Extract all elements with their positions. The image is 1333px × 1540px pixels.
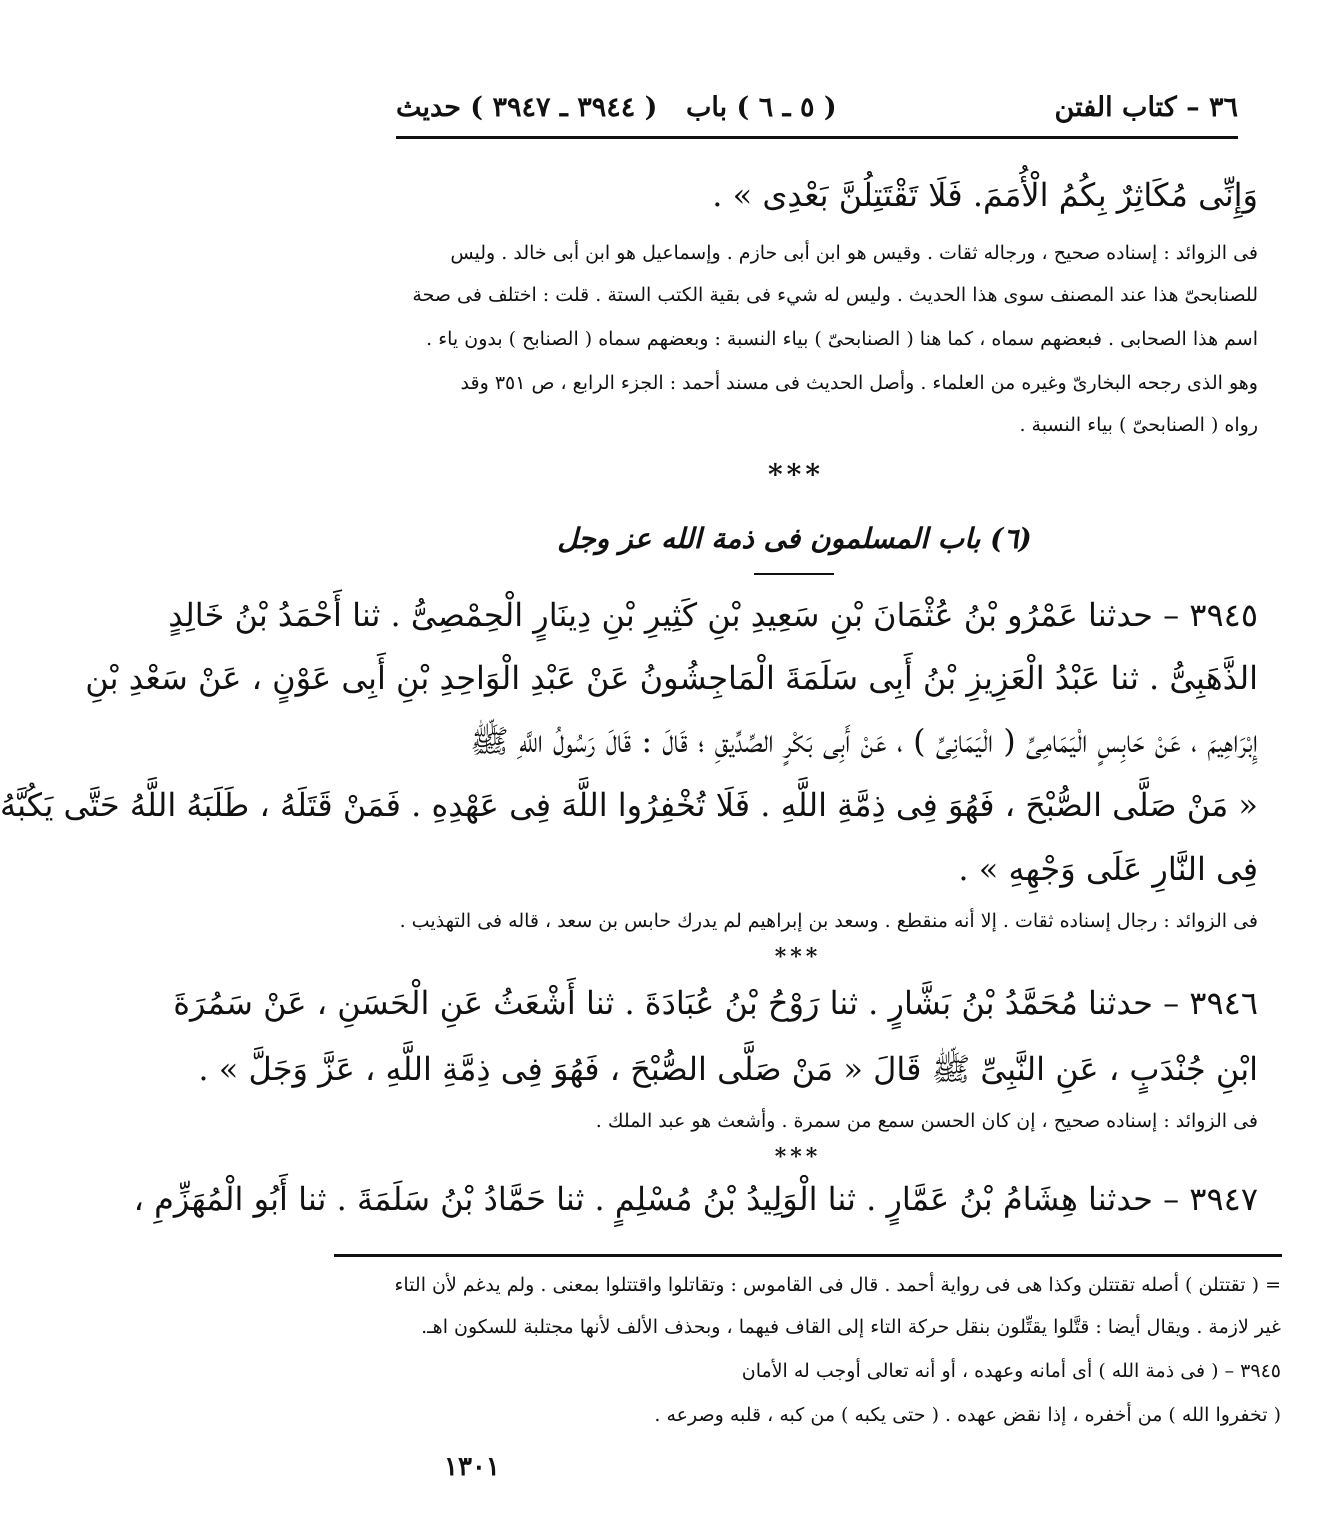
hadith-3947-line: ٣٩٤٧ – حدثنا هِشَامُ بْنُ عَمَّارٍ . ثنا الْوَلِيدُ بْنُ مُسْلِمٍ . ثنا حَمَّادُ بْنُ سَلَمَةَ . ثنا أَبُو الْمُهَزِّمِ ، bbox=[133, 1180, 1258, 1218]
chapter-rule bbox=[754, 573, 834, 575]
zawaid-3946: فى الزوائد : إسناده صحيح ، إن كان الحسن سمع من سمرة . وأشعث هو عبد الملك . bbox=[595, 1110, 1258, 1132]
hadith-3945-line: ٣٩٤٥ – حدثنا عَمْرُو بْنُ عُثْمَانَ بْنِ سَعِيدِ بْنِ كَثِيرِ بْنِ دِينَارٍ الْحِمْصِىُّ . ثنا أَحْمَدُ بْنُ خَالِدٍ bbox=[168, 596, 1258, 634]
hadith-continuation: وَإِنِّى مُكَاثِرٌ بِكُمُ الْأُمَمَ. فَلَا تَقْتَتِلُنَّ بَعْدِى » . bbox=[712, 176, 1258, 214]
header-rule bbox=[396, 136, 1238, 139]
zawaid-line: رواه ( الصنابحىّ ) بياء النسبة . bbox=[1019, 414, 1258, 436]
chapter-range: ( ٥ ـ ٦ ) باب bbox=[686, 92, 837, 123]
zawaid-line: فى الزوائد : إسناده صحيح ، ورجاله ثقات . وقيس هو ابن أبى حازم . وإسماعيل هو ابن أبى خالد . وليس bbox=[450, 242, 1258, 264]
section-separator: *** bbox=[774, 1144, 822, 1170]
footnote-rule bbox=[334, 1254, 1282, 1257]
footnote-line: ٣٩٤٥ – ( فى ذمة الله ) أى أمانه وعهده ، أو أنه تعالى أوجب له الأمان bbox=[741, 1360, 1281, 1382]
zawaid-line: للصنابحىّ هذا عند المصنف سوى هذا الحديث . وليس له شيء فى بقية الكتب الستة . قلت : اختلف فى صحة bbox=[412, 284, 1258, 306]
hadith-range: ( ٣٩٤٤ ـ ٣٩٤٧ ) حديث bbox=[396, 92, 658, 123]
hadith-3946-line: ٣٩٤٦ – حدثنا مُحَمَّدُ بْنُ بَشَّارٍ . ثنا رَوْحُ بْنُ عُبَادَةَ . ثنا أَشْعَثُ عَنِ الْحَسَنِ ، عَنْ سَمُرَةَ bbox=[173, 984, 1258, 1022]
zawaid-3945: فى الزوائد : رجال إسناده ثقات . إلا أنه منقطع . وسعد بن إبراهيم لم يدرك حابس بن سعد ، قاله فى التهذيب . bbox=[399, 910, 1258, 932]
footnote-line: = ( تقتتلن ) أصله تقتتلن وكذا هى فى رواية أحمد . قال فى القاموس : وتقاتلوا واقتتلوا بمعنى . ولم يدغم لأن التاء bbox=[394, 1274, 1281, 1296]
footnote-line: غير لازمة . ويقال أيضا : قتَّلوا يقتِّلون بنقل حركة التاء إلى القاف فيهما ، وبحذف الألف لأنها مجتلبة للسكون اهـ. bbox=[421, 1316, 1281, 1338]
section-separator: *** bbox=[774, 944, 822, 970]
page-title: ٣٦ – كتاب الفتن bbox=[1054, 92, 1238, 123]
chapter-title: (٦) باب المسلمون فى ذمة الله عز وجل bbox=[557, 522, 1032, 555]
hadith-3945-line: إِبْرَاهِيمَ ، عَنْ حَابِسٍ الْيَمَامِىِّ ( الْيَمَانِىِّ ) ، عَنْ أَبِى بَكْرٍ الصِّدِّيقِ ؛ قَالَ : قَالَ رَسُولُ اللَّهِ ﷺ bbox=[470, 722, 1258, 760]
footnote-line: ( تخفروا الله ) من أخفره ، إذا نقض عهده . ( حتى يكبه ) من كبه ، قلبه وصرعه . bbox=[654, 1404, 1281, 1426]
running-header bbox=[396, 88, 1238, 138]
hadith-3945-line: « مَنْ صَلَّى الصُّبْحَ ، فَهُوَ فِى ذِمَّةِ اللَّهِ . فَلَا تُخْفِرُوا اللَّهَ فِى عَهْدِهِ . فَمَنْ قَتَلَهُ ، طَلَبَهُ اللَّهُ حَتَّى يَكُبَّهُ bbox=[0, 786, 1258, 824]
page-number: ١٣٠١ bbox=[444, 1452, 500, 1482]
hadith-3946-line: ابْنِ جُنْدَبٍ ، عَنِ النَّبِىِّ ﷺ قَالَ « مَنْ صَلَّى الصُّبْحَ ، فَهُوَ فِى ذِمَّةِ اللَّهِ ، عَزَّ وَجَلَّ » . bbox=[198, 1050, 1258, 1088]
hadith-3945-line: الذَّهَبِىُّ . ثنا عَبْدُ الْعَزِيزِ بْنُ أَبِى سَلَمَةَ الْمَاجِشُونُ عَنْ عَبْدِ الْوَاحِدِ بْنِ أَبِى عَوْنٍ ، عَنْ سَعْدِ بْنِ bbox=[85, 659, 1258, 697]
zawaid-line: اسم هذا الصحابى . فبعضهم سماه ، كما هنا ( الصنابحىّ ) بياء النسبة : وبعضهم سماه ( الصنابح ) بدون ياء . bbox=[426, 328, 1258, 350]
section-separator: *** bbox=[768, 458, 824, 491]
hadith-3945-line: فِى النَّارِ عَلَى وَجْهِهِ » . bbox=[958, 850, 1258, 888]
zawaid-line: وهو الذى رجحه البخارىّ وغيره من العلماء . وأصل الحديث فى مسند أحمد : الجزء الرابع ، ص ٣٥١ وقد bbox=[460, 372, 1258, 394]
